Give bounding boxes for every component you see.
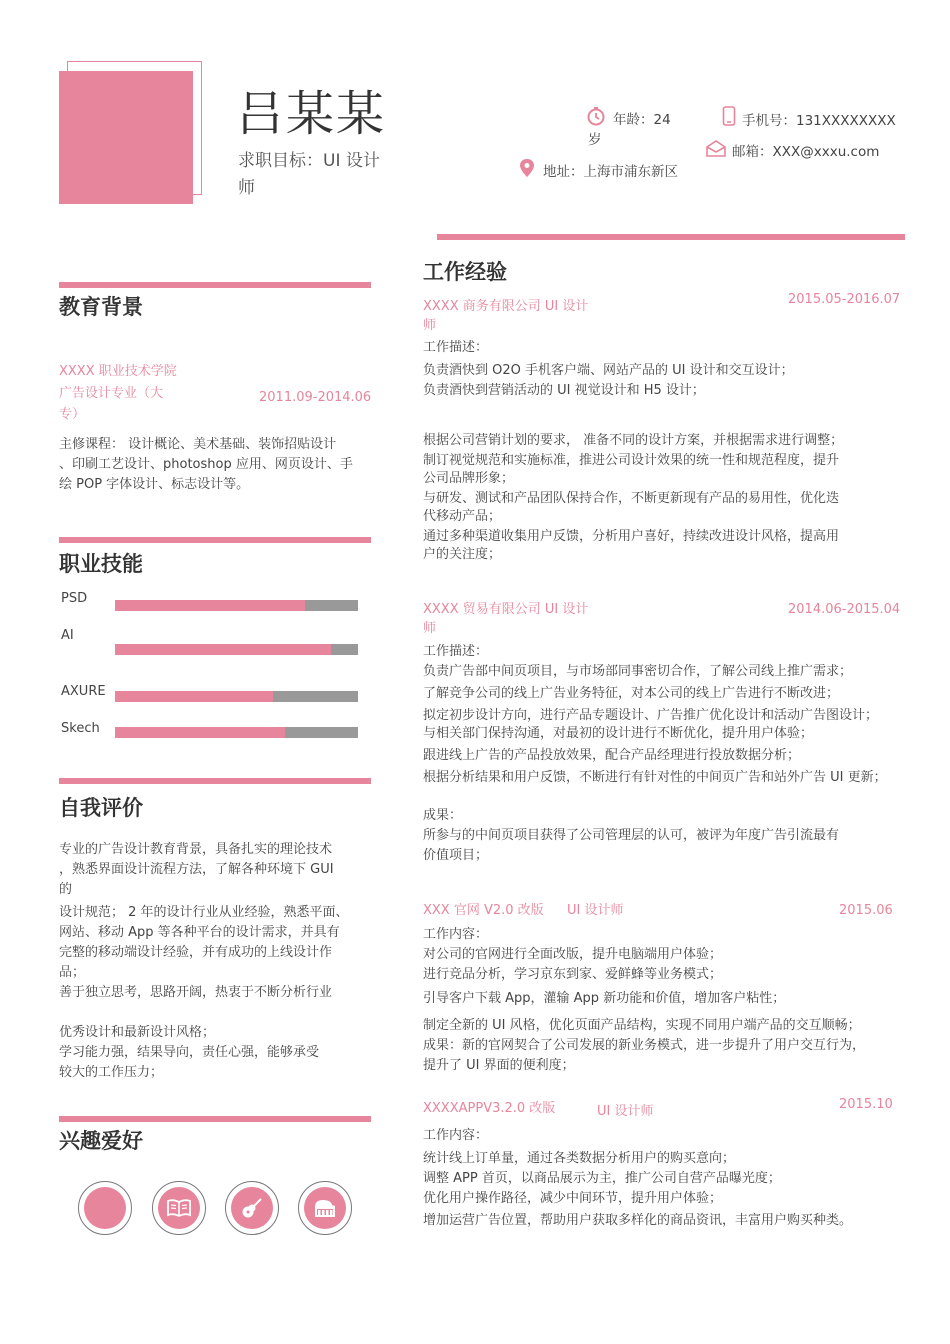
ring-icon <box>78 1181 132 1235</box>
skill-name: PSD <box>61 591 88 606</box>
project-period: 2015.06 <box>839 903 893 918</box>
skills-divider <box>59 537 371 543</box>
skill-bar <box>115 727 358 738</box>
book-icon <box>152 1181 206 1235</box>
guitar-icon <box>225 1181 279 1235</box>
skill-fill <box>115 600 305 611</box>
project-period: 2015.10 <box>839 1097 893 1112</box>
job-description: 工作描述： 负责酒快到 O2O 手机客户端、网站产品的 UI 设计和交互设计； 负责酒快到营销活动的 UI 视觉设计和 H5 设计； 根据公司营销计划的要求， 准备不同的设计方案，并根据需求进行调整； 制订视觉规范和实施标准，推进公司设计效果的统一性和规范程度，提升 公司品牌形象； 与研发、测试和产品团队保持合作，不断更新现有产品的易用性，优化迭 代移动产品； 通过多种渠道收集用户反馈，分析用户喜好，持续改进设计风格，提高用 户的关注度； <box>423 340 844 562</box>
age-unit: 岁 <box>588 132 602 148</box>
hobbies-title: 兴趣爱好 <box>59 1129 143 1153</box>
skill-bar <box>115 691 358 702</box>
skill-fill <box>115 727 285 738</box>
piano-icon <box>298 1181 352 1235</box>
phone-icon <box>722 106 736 126</box>
major-line1: 广告设计专业（大 <box>59 386 164 401</box>
age-label: 年龄：24 <box>613 112 671 128</box>
work-divider <box>437 234 905 240</box>
skill-bar <box>115 600 358 611</box>
self-eval-divider <box>59 778 371 784</box>
project-description: 工作内容： 对公司的官网进行全面改版，提升电脑端用户体验； 进行竞品分析，学习京东到家、爱鲜蜂等业务模式； 引导客户下载 App，灌输 App 新功能和价值，增加客户粘性； 制定全新的 UI 风格，优化页面产品结构，实现不同用户端产品的交互顺畅； 成果：新的官网契合了公司发展的新业务模式，进一步提升了用户交互行为， 提升了 UI 界面的便利度； <box>423 927 866 1073</box>
work-title: 工作经验 <box>423 260 507 284</box>
skill-name: AXURE <box>61 684 106 699</box>
skill-fill <box>115 691 273 702</box>
job-description: 工作描述： 负责广告部中间页项目，与市场部同事密切合作，了解公司线上推广需求； 了解竞争公司的线上广告业务特征，对本公司的线上广告进行不断改进； 拟定初步设计方向，进行产品专题设计、广告推广优化设计和活动广告图设计； 与相关部门保持沟通，对最初的设计进行不断优化，提升用户体验； 跟进线上广告的产品投放效果，配合产品经理进行投放数据分析； 根据分析结果和用户反馈，不断进行有针对性的中间页广告和站外广告 UI 更新； 成果： 所参与的中间页项目获得了公司管理层的认可，被评为年度广告引流最有 价值项目； <box>423 644 887 863</box>
location-icon <box>519 158 535 178</box>
skill-fill <box>115 644 331 655</box>
skill-name: AI <box>61 628 74 643</box>
job-period: 2014.06-2015.04 <box>788 602 901 617</box>
school-name: XXXX 职业技术学院 <box>59 364 177 379</box>
education-period: 2011.09-2014.06 <box>259 390 372 405</box>
job-period: 2015.05-2016.07 <box>788 292 901 307</box>
self-eval-text: 专业的广告设计教育背景，具备扎实的理论技术 ，熟悉界面设计流程方法，了解各种环境下 GUI 的 设计规范； 2 年的设计行业从业经验，熟悉平面、 网站、移动 App 等各种平台的设计需求，并具有 完整的移动端设计经验，并有成功的上线设计作 品； 善于独立思考，思路开阔，热衷于不断分析行业 优秀设计和最新设计风格； 学习能力强，结果导向，责任心强，能够承受 较大的工作压力； <box>59 842 349 1080</box>
hobbies-divider <box>59 1116 371 1122</box>
project-role: UI 设计师 <box>597 1104 654 1119</box>
major-line2: 专） <box>59 407 86 422</box>
job-company: XXXX 商务有限公司 UI 设计 <box>423 299 589 314</box>
education-divider <box>59 282 371 288</box>
email-address: 邮箱：XXX@xxxu.com <box>732 144 880 160</box>
photo-placeholder <box>59 71 193 204</box>
job-objective: 求职目标：UI 设计 师 <box>238 151 380 198</box>
courses: 主修课程： 设计概论、美术基础、装饰招贴设计 、印刷工艺设计、photoshop 应用、网页设计、手 绘 POP 字体设计、标志设计等。 <box>59 437 353 492</box>
education-title: 教育背景 <box>59 295 143 319</box>
project-role: UI 设计师 <box>567 903 624 918</box>
skills-title: 职业技能 <box>59 552 143 576</box>
skill-bar <box>115 644 358 655</box>
project-name: XXXXAPPV3.2.0 改版 <box>423 1101 556 1116</box>
skill-name: Skech <box>61 721 100 736</box>
self-eval-title: 自我评价 <box>59 796 143 820</box>
phone-number: 手机号：131XXXXXXXX <box>742 113 896 129</box>
project-name: XXX 官网 V2.0 改版 <box>423 903 544 918</box>
project-description: 工作内容： 统计线上订单量，通过各类数据分析用户的购买意向； 调整 APP 首页，以商品展示为主，推广公司自营产品曝光度； 优化用户操作路径，减少中间环节，提升用户体验； 增加运营广告位置，帮助用户获取多样化的商品资讯，丰富用户购买种类。 <box>423 1128 853 1228</box>
job-company-cont: 师 <box>423 318 437 333</box>
mail-icon <box>705 140 727 158</box>
clock-icon <box>586 106 606 126</box>
job-company-cont: 师 <box>423 621 437 636</box>
job-company: XXXX 贸易有限公司 UI 设计 <box>423 602 589 617</box>
address: 地址：上海市浦东新区 <box>543 164 678 180</box>
candidate-name: 吕某某 <box>236 86 387 142</box>
